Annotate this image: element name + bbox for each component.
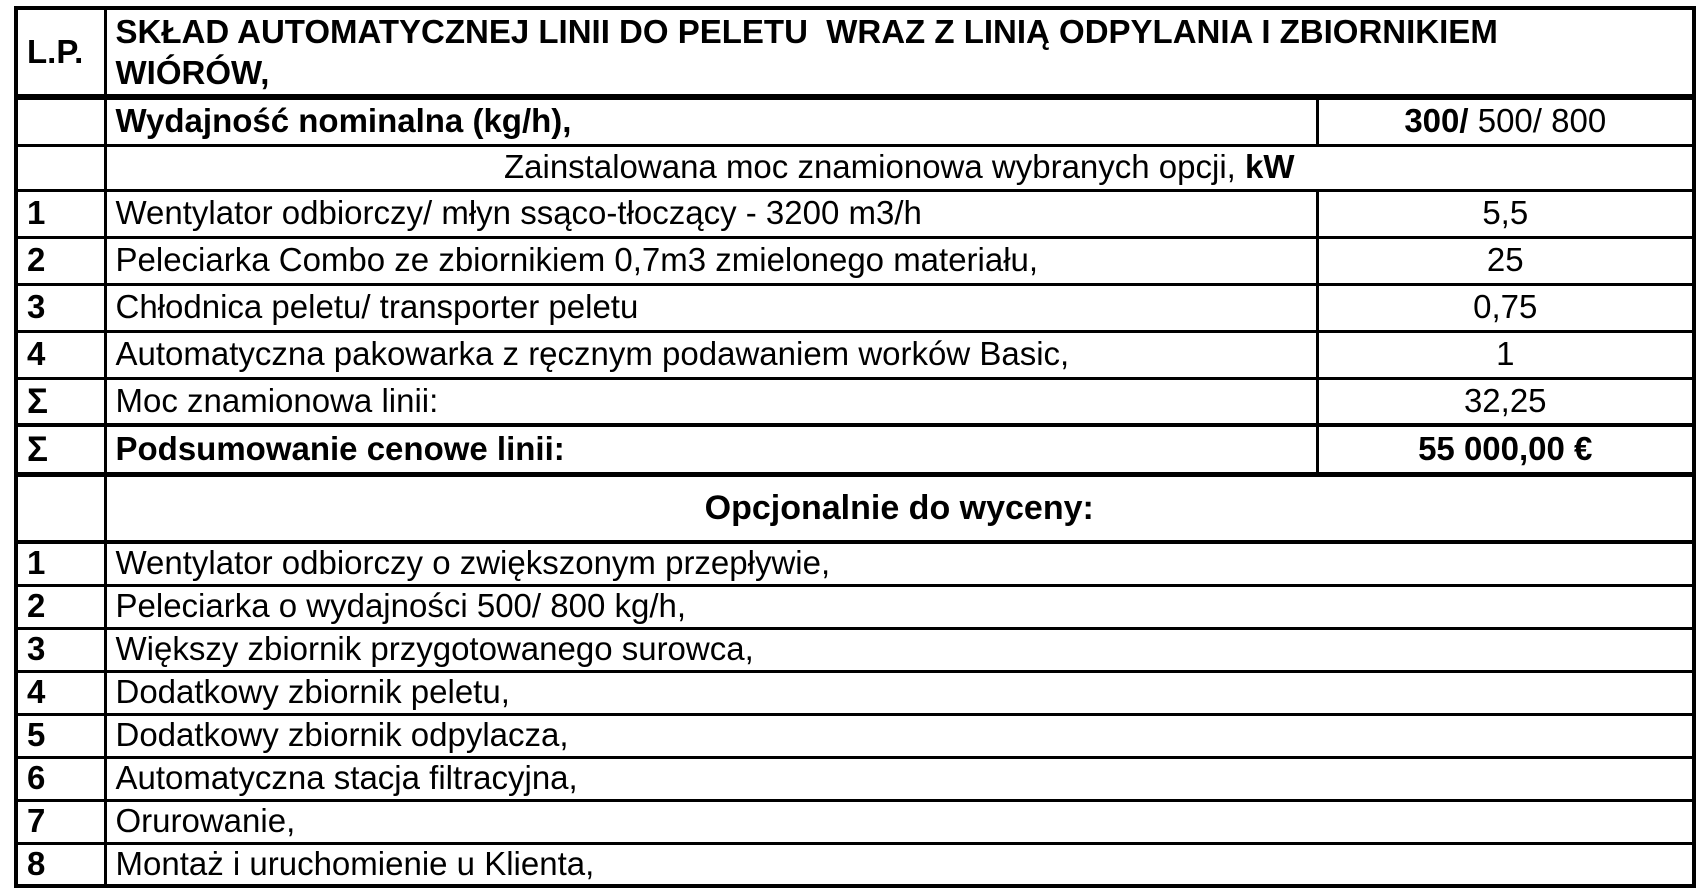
table-row bbox=[16, 628, 1694, 671]
table-row bbox=[16, 237, 1694, 284]
table-row-sum-price bbox=[16, 425, 1694, 474]
row-number-cell: 3 bbox=[16, 628, 105, 671]
options-header-cell bbox=[105, 474, 1694, 542]
option-description-cell: Dodatkowy zbiornik peletu, bbox=[105, 671, 1694, 714]
table-row bbox=[16, 542, 1694, 585]
row-number-cell: 4 bbox=[16, 671, 105, 714]
option-description-cell: Większy zbiornik przygotowanego surowca, bbox=[105, 628, 1694, 671]
sum-power-value-cell: 32,25 bbox=[1317, 378, 1694, 425]
table-row bbox=[16, 800, 1694, 843]
table-row bbox=[16, 757, 1694, 800]
row-number-cell: 7 bbox=[16, 800, 105, 843]
row-number-cell: 8 bbox=[16, 843, 105, 886]
table-row-header bbox=[16, 8, 1694, 97]
item-power-cell: 5,5 bbox=[1317, 190, 1694, 237]
item-power-cell: 0,75 bbox=[1317, 284, 1694, 331]
row-number-cell: 2 bbox=[16, 237, 105, 284]
table-row bbox=[16, 190, 1694, 237]
item-power-cell: 25 bbox=[1317, 237, 1694, 284]
table-row bbox=[16, 714, 1694, 757]
table-row bbox=[16, 843, 1694, 886]
row-number-cell: 1 bbox=[16, 542, 105, 585]
capacity-value-primary: 300/ bbox=[1404, 102, 1469, 140]
empty-cell bbox=[16, 97, 105, 145]
row-number-cell: 4 bbox=[16, 331, 105, 378]
option-description-cell: Montaż i uruchomienie u Klienta, bbox=[105, 843, 1694, 886]
table-row bbox=[16, 284, 1694, 331]
table-title-line2: WIÓRÓW, bbox=[115, 54, 270, 91]
installed-power-cell bbox=[105, 145, 1694, 190]
item-description-cell: Wentylator odbiorczy/ młyn ssąco-tłoczący - 3200 m3/h bbox=[105, 190, 1317, 237]
table-row bbox=[16, 331, 1694, 378]
installed-power-label: Zainstalowana moc znamionowa wybranych opcji, bbox=[503, 148, 1246, 186]
item-description-cell: Chłodnica peletu/ transporter peletu bbox=[105, 284, 1317, 331]
row-number-cell: 3 bbox=[16, 284, 105, 331]
option-description-cell: Automatyczna stacja filtracyjna, bbox=[105, 757, 1694, 800]
table-title-cell bbox=[105, 8, 1694, 97]
table-row-installed-power bbox=[16, 145, 1694, 190]
pellet-line-spec-table bbox=[14, 6, 1696, 888]
option-description-cell: Orurowanie, bbox=[105, 800, 1694, 843]
item-description-cell: Peleciarka Combo ze zbiornikiem 0,7m3 zmielonego materiału, bbox=[105, 237, 1317, 284]
capacity-value-alternatives: 500/ 800 bbox=[1468, 102, 1607, 140]
capacity-label-cell: Wydajność nominalna (kg/h), bbox=[105, 97, 1317, 145]
empty-cell bbox=[16, 474, 105, 542]
option-description-cell: Peleciarka o wydajności 500/ 800 kg/h, bbox=[105, 585, 1694, 628]
installed-power-unit: kW bbox=[1245, 148, 1295, 186]
table-row-capacity bbox=[16, 97, 1694, 145]
options-header-text: Opcjonalnie do wyceny: bbox=[704, 489, 1094, 528]
table-row-sum-power bbox=[16, 378, 1694, 425]
sigma-icon: Σ bbox=[16, 378, 105, 425]
sum-power-label-cell: Moc znamionowa linii: bbox=[105, 378, 1317, 425]
row-number-cell: 5 bbox=[16, 714, 105, 757]
row-number-cell: 6 bbox=[16, 757, 105, 800]
capacity-value-cell bbox=[1317, 97, 1694, 145]
table-title-line1: SKŁAD AUTOMATYCZNEJ LINII DO PELETU WRAZ Z LINIĄ ODPYLANIA I ZBIORNIKIEM bbox=[115, 13, 1498, 50]
option-description-cell: Dodatkowy zbiornik odpylacza, bbox=[105, 714, 1694, 757]
row-number-cell: 2 bbox=[16, 585, 105, 628]
item-power-cell: 1 bbox=[1317, 331, 1694, 378]
table-row-options-header bbox=[16, 474, 1694, 542]
item-description-cell: Automatyczna pakowarka z ręcznym podawaniem worków Basic, bbox=[105, 331, 1317, 378]
sum-price-value-cell: 55 000,00 € bbox=[1317, 425, 1694, 474]
lp-header-cell: L.P. bbox=[16, 8, 105, 97]
row-number-cell: 1 bbox=[16, 190, 105, 237]
table-row bbox=[16, 671, 1694, 714]
sigma-icon: Σ bbox=[16, 425, 105, 474]
table-row bbox=[16, 585, 1694, 628]
sum-price-label-cell: Podsumowanie cenowe linii: bbox=[105, 425, 1317, 474]
empty-cell bbox=[16, 145, 105, 190]
option-description-cell: Wentylator odbiorczy o zwiększonym przepływie, bbox=[105, 542, 1694, 585]
